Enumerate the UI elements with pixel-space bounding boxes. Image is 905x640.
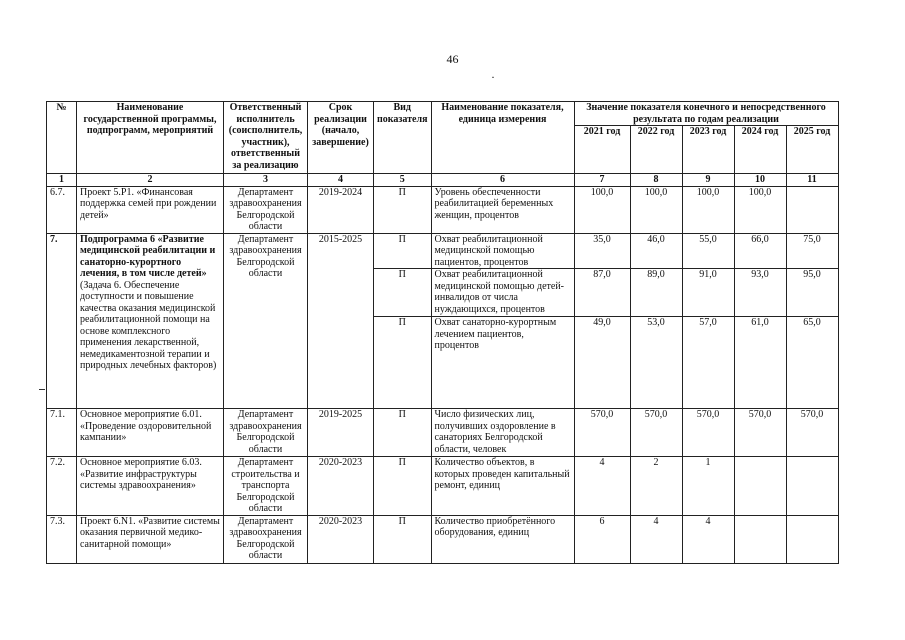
row-value: 89,0 xyxy=(630,269,682,317)
row-value: 91,0 xyxy=(682,269,734,317)
col-number: 5 xyxy=(374,174,432,187)
row-type: П xyxy=(374,457,432,516)
header-executor: Ответственный исполнитель (соисполнитель, участник), ответственный за реализацию xyxy=(224,102,308,174)
row-value: 570,0 xyxy=(786,409,838,457)
row-term: 2015-2025 xyxy=(308,233,374,409)
row-type: П xyxy=(374,317,432,409)
subprogram-title: Подпрограмма 6 «Развитие медицинской реабилитации и санаторно-курортного лечения, в том числе детей» xyxy=(80,233,216,279)
row-num: 6.7. xyxy=(47,186,77,233)
header-name: Наименование государственной программы, подпрограмм, мероприятий xyxy=(77,102,224,174)
row-term: 2019-2025 xyxy=(308,409,374,457)
row-value: 4 xyxy=(682,515,734,563)
row-num: 7. xyxy=(47,233,77,409)
row-name: Основное мероприятие 6.03. «Развитие инфраструктуры системы здравоохранения» xyxy=(77,457,224,516)
row-value xyxy=(786,457,838,516)
row-value: 570,0 xyxy=(630,409,682,457)
program-table xyxy=(46,101,839,564)
row-value: 66,0 xyxy=(734,233,786,269)
row-name: Основное мероприятие 6.01. «Проведение оздоровительной кампании» xyxy=(77,409,224,457)
row-indicator: Уровень обеспеченности реабилитацией беременных женщин, процентов xyxy=(431,186,574,233)
col-number: 11 xyxy=(786,174,838,187)
row-type: П xyxy=(374,409,432,457)
row-executor: Департамент здравоохранения Белгородской области xyxy=(224,233,308,409)
row-value: 570,0 xyxy=(682,409,734,457)
row-value xyxy=(786,515,838,563)
header-indicator: Наименование показателя, единица измерения xyxy=(431,102,574,174)
row-indicator: Количество приобретённого оборудования, единиц xyxy=(431,515,574,563)
row-value: 4 xyxy=(574,457,630,516)
header-year: 2025 год xyxy=(786,126,838,174)
row-indicator: Количество объектов, в которых проведен капитальный ремонт, единиц xyxy=(431,457,574,516)
header-year: 2022 год xyxy=(630,126,682,174)
col-number: 8 xyxy=(630,174,682,187)
col-number: 3 xyxy=(224,174,308,187)
row-type: П xyxy=(374,269,432,317)
row-value: 95,0 xyxy=(786,269,838,317)
header-type: Вид показателя xyxy=(374,102,432,174)
row-value: 100,0 xyxy=(682,186,734,233)
row-value xyxy=(734,457,786,516)
row-executor: Департамент здравоохранения Белгородской области xyxy=(224,515,308,563)
header-values-group: Значение показателя конечного и непосредственного результата по годам реализации xyxy=(574,102,838,126)
subprogram-task: (Задача 6. Обеспечение доступности и повышение качества оказания медицинской реабилитационной помощи на основе комплексного применения лекарственной, немедикаментозной терапии и природных лечебных факторов) xyxy=(80,279,217,371)
row-value: 55,0 xyxy=(682,233,734,269)
table-row xyxy=(47,233,839,269)
row-value: 87,0 xyxy=(574,269,630,317)
row-value: 53,0 xyxy=(630,317,682,409)
header-term: Срок реализации (начало, завершение) xyxy=(308,102,374,174)
row-value: 100,0 xyxy=(630,186,682,233)
row-value: 570,0 xyxy=(734,409,786,457)
header-year: 2021 год xyxy=(574,126,630,174)
row-value: 93,0 xyxy=(734,269,786,317)
row-type: П xyxy=(374,186,432,233)
row-name: Проект 5.P1. «Финансовая поддержка семей при рождении детей» xyxy=(77,186,224,233)
row-value: 57,0 xyxy=(682,317,734,409)
scan-dot: · xyxy=(491,70,495,84)
row-indicator: Охват санаторно-курортным лечением пациентов, процентов xyxy=(431,317,574,409)
header-num: № xyxy=(47,102,77,174)
row-term: 2019-2024 xyxy=(308,186,374,233)
row-value xyxy=(734,515,786,563)
col-number: 9 xyxy=(682,174,734,187)
row-indicator: Число физических лиц, получивших оздоровление в санаториях Белгородской области, человек xyxy=(431,409,574,457)
row-indicator: Охват реабилитационной медицинской помощью пациентов, процентов xyxy=(431,233,574,269)
row-type: П xyxy=(374,233,432,269)
row-indicator: Охват реабилитационной медицинской помощью детей-инвалидов от числа нуждающихся, процентов xyxy=(431,269,574,317)
col-number: 7 xyxy=(574,174,630,187)
row-executor: Департамент здравоохранения Белгородской области xyxy=(224,186,308,233)
row-value: 61,0 xyxy=(734,317,786,409)
row-value: 100,0 xyxy=(574,186,630,233)
row-value: 35,0 xyxy=(574,233,630,269)
row-value: 570,0 xyxy=(574,409,630,457)
row-value xyxy=(786,186,838,233)
col-number: 6 xyxy=(431,174,574,187)
row-num: 7.1. xyxy=(47,409,77,457)
header-year: 2024 год xyxy=(734,126,786,174)
col-number: 4 xyxy=(308,174,374,187)
row-value: 100,0 xyxy=(734,186,786,233)
row-value: 4 xyxy=(630,515,682,563)
row-executor: Департамент строительства и транспорта Белгородской области xyxy=(224,457,308,516)
table-row xyxy=(47,186,839,233)
row-term: 2020-2023 xyxy=(308,457,374,516)
row-value: 75,0 xyxy=(786,233,838,269)
page-number: 46 xyxy=(446,52,459,66)
row-executor: Департамент здравоохранения Белгородской области xyxy=(224,409,308,457)
table-row xyxy=(47,515,839,563)
row-value: 65,0 xyxy=(786,317,838,409)
col-number: 2 xyxy=(77,174,224,187)
row-num: 7.3. xyxy=(47,515,77,563)
row-value: 1 xyxy=(682,457,734,516)
table-row xyxy=(47,457,839,516)
row-num: 7.2. xyxy=(47,457,77,516)
table-row xyxy=(47,409,839,457)
row-name xyxy=(77,233,224,409)
row-value: 46,0 xyxy=(630,233,682,269)
row-type: П xyxy=(374,515,432,563)
col-number: 10 xyxy=(734,174,786,187)
col-number: 1 xyxy=(47,174,77,187)
row-term: 2020-2023 xyxy=(308,515,374,563)
row-value: 49,0 xyxy=(574,317,630,409)
row-value: 6 xyxy=(574,515,630,563)
header-year: 2023 год xyxy=(682,126,734,174)
margin-tick xyxy=(39,389,45,390)
row-value: 2 xyxy=(630,457,682,516)
row-name: Проект 6.N1. «Развитие системы оказания первичной медико-санитарной помощи» xyxy=(77,515,224,563)
